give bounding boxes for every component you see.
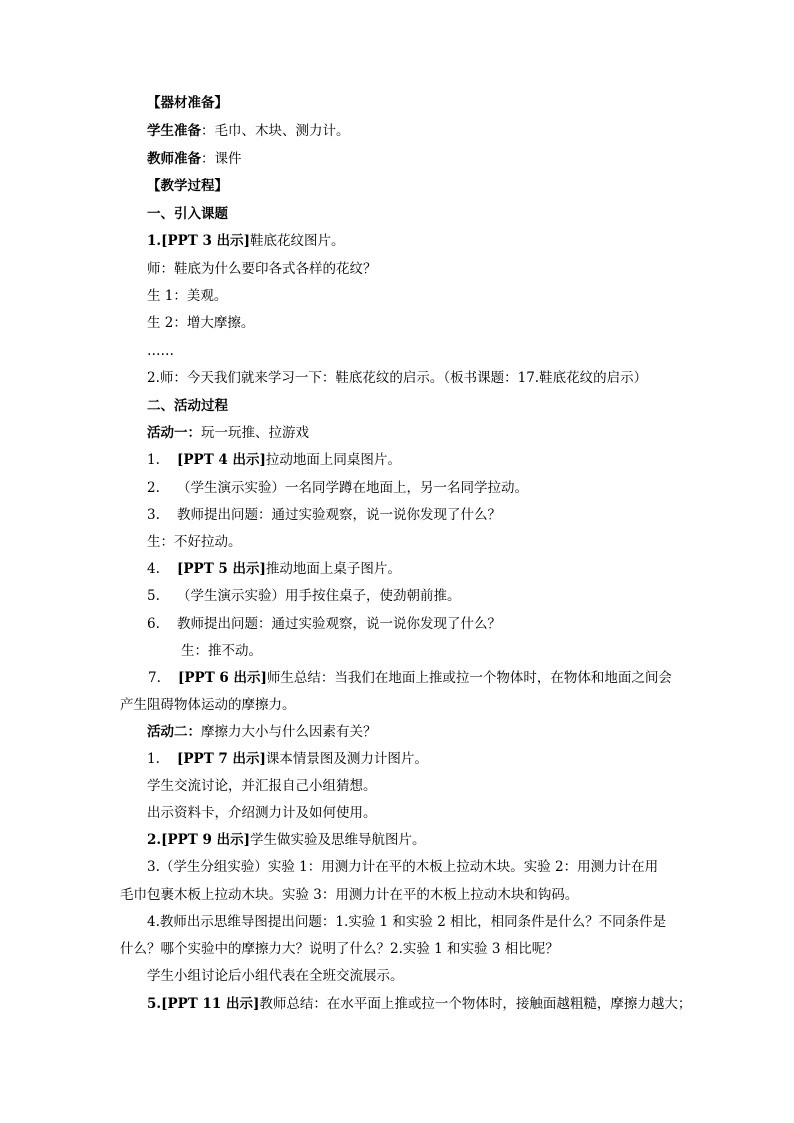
- step-num: 6.: [147, 616, 160, 632]
- step-num: 1.: [147, 751, 160, 767]
- activity-1-step-4: [147, 560, 401, 578]
- activity-2-group-share: 学生小组讨论后小组代表在全班交流展示。: [147, 968, 404, 984]
- activity-title: 二、活动过程: [147, 398, 228, 414]
- step-num: 2.: [147, 480, 160, 496]
- teacher-question: 师：鞋底为什么要印各式各样的花纹？: [147, 261, 377, 277]
- step-num: 1.: [147, 452, 160, 468]
- activity-1-step-6: [147, 615, 501, 633]
- activity-1-step-1: [147, 451, 401, 469]
- teacher-prep-line: [147, 150, 242, 168]
- step-text: 教师总结：在水平面上推或拉一个物体时，接触面越粗糙，摩擦力越大；: [259, 996, 692, 1012]
- student-answer-2: 生 2：增大摩擦。: [147, 315, 255, 331]
- activity-2-discussion: 学生交流讨论，并汇报自己小组猜想。: [147, 778, 377, 794]
- ppt-11-tag: [PPT 11 出示]: [161, 996, 260, 1012]
- activity-2-label: 活动二：: [147, 724, 201, 740]
- student-prep-items: ：毛巾、木块、测力计。: [201, 123, 350, 139]
- step-text: 教师提出问题：通过实验观察，说一说你发现了什么？: [177, 616, 501, 632]
- activity-2-step-1: [147, 750, 428, 768]
- activity-2-heading: [147, 723, 377, 741]
- activity-2-text: 摩擦力大小与什么因素有关？: [201, 724, 377, 740]
- ppt-6-tag: [PPT 6 出示]: [178, 670, 267, 686]
- activity-2-datacard: 出示资料卡，介绍测力计及如何使用。: [147, 805, 377, 821]
- step-text: （学生演示实验）用手按住桌子，使劲朝前推。: [177, 588, 461, 604]
- step-text: 推动地面上桌子图片。: [265, 561, 401, 577]
- ellipsis: ……: [147, 343, 174, 359]
- ppt-7-tag: [PPT 7 出示]: [177, 751, 266, 767]
- step-text: （学生演示实验）一名同学蹲在地面上，另一名同学拉动。: [177, 480, 528, 496]
- teacher-prep-items: ：课件: [201, 151, 242, 167]
- activity-2-step-5: [147, 995, 691, 1013]
- activity-1-label: 活动一：: [147, 425, 201, 441]
- activity-2-step-4-cont: 什么？哪个实验中的摩擦力大？说明了什么？2.实验 1 和实验 3 相比呢？: [120, 941, 559, 957]
- student-answer-1: 生 1：美观。: [147, 288, 228, 304]
- activity-2-step-2: [147, 831, 426, 849]
- step-text: 学生做实验及思维导航图片。: [250, 832, 426, 848]
- ppt-3-tag: [PPT 3 出示]: [161, 233, 251, 249]
- step-text: 拉动地面上同桌图片。: [265, 452, 401, 468]
- process-header: 【教学过程】: [147, 178, 228, 194]
- activity-1-step-7: [148, 669, 672, 687]
- ppt-5-tag: [PPT 5 出示]: [177, 561, 266, 577]
- step-num: 5.: [147, 588, 160, 604]
- intro-step-1-text: 鞋底花纹图片。: [250, 233, 345, 249]
- materials-header: 【器材准备】: [147, 95, 228, 111]
- step-num: 4.: [147, 561, 160, 577]
- activity-1-step-2: [147, 479, 528, 497]
- student-prep-label: 学生准备: [147, 123, 201, 139]
- step-text: 课本情景图及测力计图片。: [265, 751, 428, 767]
- activity-2-step-3: 3.（学生分组实验）实验 1：用测力计在平的木板上拉动木块。实验 2：用测力计在用: [147, 859, 659, 875]
- step-text: 教师提出问题：通过实验观察，说一说你发现了什么？: [177, 507, 501, 523]
- step-num: 3.: [147, 507, 160, 523]
- activity-2-step-4: 4.教师出示思维导图提出问题：1.实验 1 和实验 2 相比，相同条件是什么？不同条件是: [147, 914, 667, 930]
- activity-1-step-3: [147, 506, 501, 524]
- student-prep-line: [147, 122, 350, 140]
- intro-title: 一、引入课题: [147, 206, 228, 222]
- activity-1-answer-6: 生：推不动。: [181, 643, 262, 659]
- step-text: 师生总结：当我们在地面上推或拉一个物体时，在物体和地面之间会: [266, 670, 672, 686]
- activity-1-step-5: [147, 587, 461, 605]
- activity-1-step-7-cont: 产生阻碍物体运动的摩擦力。: [120, 697, 296, 713]
- intro-step-1-num: 1.: [147, 233, 162, 249]
- activity-1-text: 玩一玩推、拉游戏: [201, 425, 309, 441]
- intro-step-2: 2.师：今天我们就来学习一下：鞋底花纹的启示。（板书课题：17.鞋底花纹的启示）: [147, 370, 648, 386]
- intro-step-1: [147, 232, 345, 250]
- teacher-prep-label: 教师准备: [147, 151, 201, 167]
- ppt-9-tag: [PPT 9 出示]: [161, 832, 251, 848]
- ppt-4-tag: [PPT 4 出示]: [177, 452, 266, 468]
- activity-2-step-3-cont: 毛巾包裹木板上拉动木块。实验 3：用测力计在平的木板上拉动木块和钩码。: [120, 887, 579, 903]
- step-num: 7.: [148, 670, 161, 686]
- step-num: 5.: [147, 996, 162, 1012]
- step-num: 2.: [147, 832, 162, 848]
- activity-1-heading: [147, 424, 309, 442]
- activity-1-answer-3: 生：不好拉动。: [147, 534, 242, 550]
